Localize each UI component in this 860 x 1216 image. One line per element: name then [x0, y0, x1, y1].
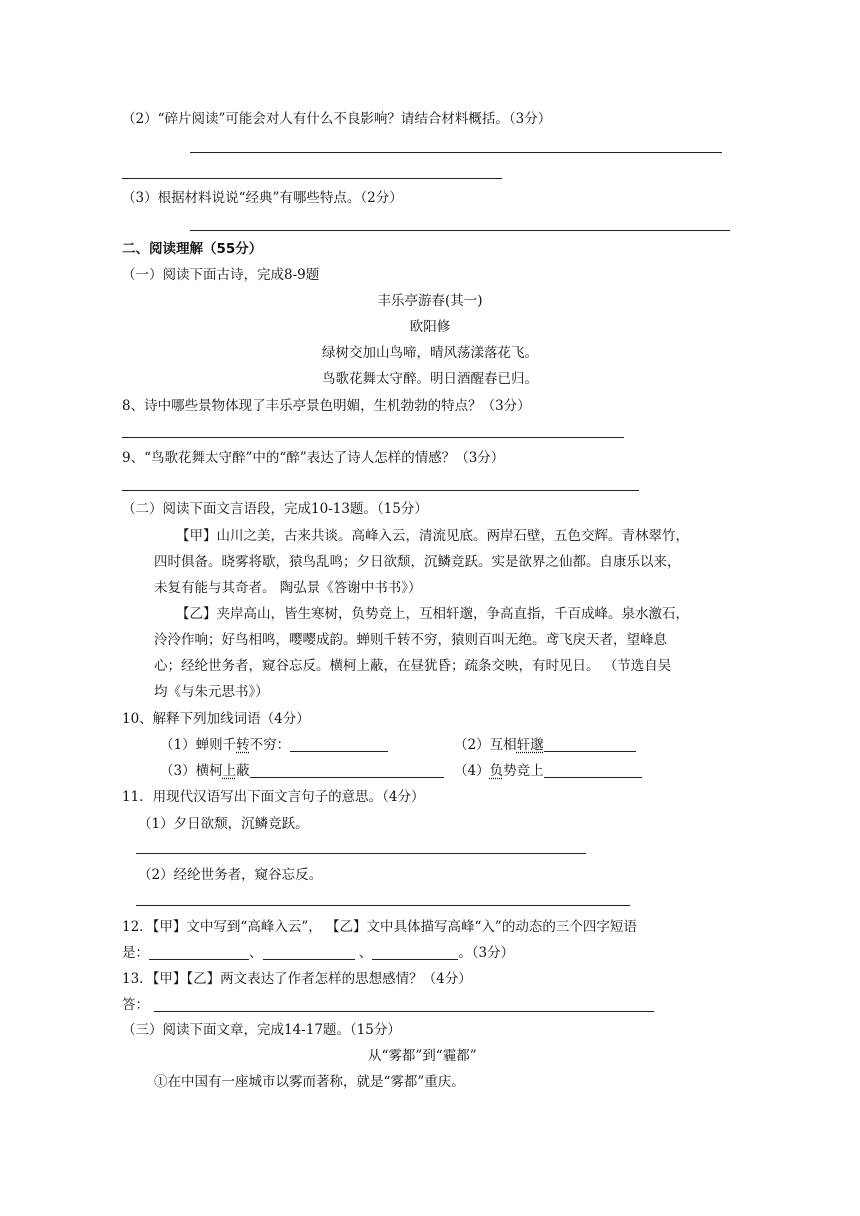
part-1-intro: （一）阅读下面古诗，完成8-9题: [122, 267, 320, 283]
answer-line: [190, 230, 730, 231]
answer-blank[interactable]: [372, 945, 458, 960]
question-13: 13．【甲】【乙】两文表达了作者怎样的思想感情？（4分）: [122, 971, 472, 987]
part-3-intro: （三）阅读下面文章，完成14-17题。（15分）: [122, 1022, 401, 1038]
answer-line: [136, 853, 586, 854]
question-8: 8、诗中哪些景物体现了丰乐亭景色明媚，生机勃勃的特点？（3分）: [122, 398, 531, 414]
q10-item-2: （2）互相轩邈: [454, 736, 636, 754]
answer-blank[interactable]: [544, 763, 642, 778]
q10-item-4: （4）负势竞上: [454, 762, 642, 780]
question-9: 9、“鸟歌花舞太守醉”中的“醉”表达了诗人怎样的情感？（3分）: [122, 450, 505, 466]
q12-answer-line: 是： 、 、 。（3分）: [122, 945, 515, 961]
poem-line-1: 绿树交加山鸟啼，晴风荡漾落花飞。: [322, 345, 538, 361]
passage-jia-line-1: 【甲】山川之美，古来共谈。高峰入云，清流见底。两岸石壁，五色交辉。青林翠竹，: [176, 528, 689, 544]
answer-line: [154, 1011, 654, 1012]
question-12: 12．【甲】文中写到“高峰入云”， 【乙】文中具体描写高峰“入”的动态的三个四字短语: [122, 919, 637, 935]
answer-blank[interactable]: [544, 737, 636, 752]
answer-line: [122, 437, 624, 438]
q11-sentence-1: （1）夕日欲颓，沉鳞竞跃。: [138, 816, 309, 832]
question-3: （3）根据材料说说“经典”有哪些特点。（2分）: [122, 190, 403, 206]
poem-title: 丰乐亭游春(其一): [377, 293, 483, 309]
answer-blank[interactable]: [149, 945, 249, 960]
question-2: （2）“碎片阅读”可能会对人有什么不良影响？请结合材料概括。（3分）: [122, 111, 552, 127]
section-heading: 二、阅读理解（55分）: [122, 241, 263, 257]
question-10: 10、解释下列加线词语（4分）: [122, 711, 310, 727]
answer-blank[interactable]: [250, 763, 444, 778]
answer-blank[interactable]: [263, 945, 355, 960]
answer-line: [122, 178, 502, 179]
q10-item-1: （1）蝉则千转不穷：: [160, 736, 388, 754]
q11-sentence-2: （2）经纶世务者，窥谷忘反。: [138, 867, 323, 883]
answer-blank[interactable]: [290, 737, 388, 752]
q10-item-3: （3）横柯上蔽: [160, 762, 444, 780]
passage-yi-line-2: 泠泠作响；好鸟相鸣，嘤嘤成韵。蝉则千转不穷，猿则百叫无绝。鸢飞戾天者，望峰息: [154, 632, 667, 648]
answer-line: [190, 152, 722, 153]
poem-line-2: 鸟歌花舞太守醉。明日酒醒春已归。: [322, 371, 538, 387]
passage-jia-line-3: 未复有能与其奇者。 陶弘景《答谢中书书》）: [154, 580, 422, 596]
question-11: 11．用现代汉语写出下面文言句子的意思。（4分）: [122, 789, 425, 805]
part-2-intro: （二）阅读下面文言语段，完成10-13题。（15分）: [122, 501, 428, 517]
answer-line: [122, 490, 639, 491]
q13-answer-label: 答：: [122, 997, 149, 1013]
answer-line: [136, 905, 630, 906]
passage-yi-line-4: 均《与朱元思书》）: [154, 684, 269, 700]
article-title: 从“雾都”到“霾都”: [368, 1048, 477, 1064]
passage-yi-line-3: 心；经纶世务者，窥谷忘反。横柯上蔽，在昼犹昏；疏条交映，有时见日。 （节选自吴: [154, 658, 672, 674]
article-paragraph-1: ①在中国有一座城市以雾而著称，就是“雾都”重庆。: [154, 1074, 465, 1090]
poem-author: 欧阳修: [409, 319, 451, 335]
passage-yi-line-1: 【乙】夹岸高山，皆生寒树，负势竞上，互相轩邈，争高直指，千百成峰。泉水激石，: [176, 606, 689, 622]
passage-jia-line-2: 四时俱备。晓雾将歇，猿鸟乱鸣；夕日欲颓，沉鳞竞跃。实是欲界之仙都。自康乐以来，: [154, 554, 681, 570]
